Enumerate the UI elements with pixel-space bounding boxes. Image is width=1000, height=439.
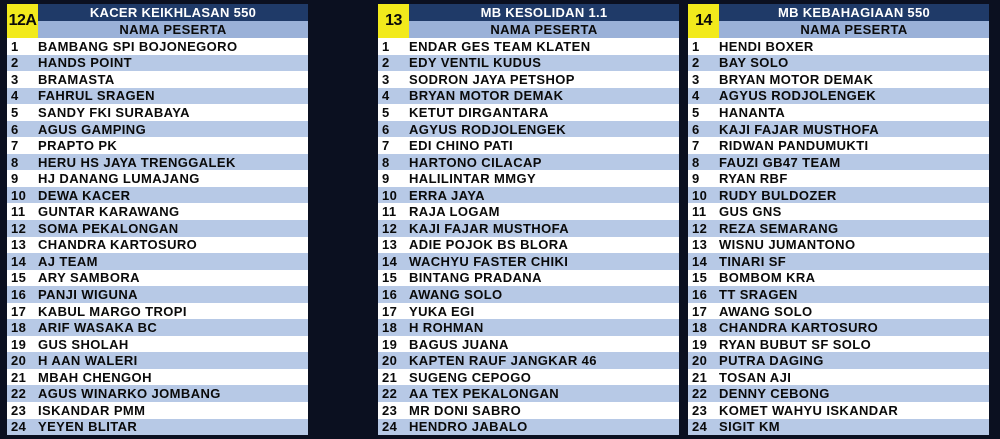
participant-number: 9 [382, 171, 390, 187]
participant-number: 20 [692, 353, 708, 369]
participant-number: 24 [11, 419, 27, 435]
participant-number: 10 [11, 187, 27, 203]
participant-row [7, 121, 308, 138]
participant-number: 9 [11, 171, 19, 187]
participant-name: RIDWAN PANDUMUKTI [719, 138, 869, 154]
panel-class-14 [688, 4, 989, 439]
participant-number: 21 [692, 369, 708, 385]
participant-number: 8 [382, 154, 390, 170]
participant-name: WACHYU FASTER CHIKI [409, 253, 569, 269]
participant-name: ISKANDAR PMM [38, 402, 146, 418]
participant-number: 4 [11, 88, 19, 104]
participant-number: 21 [11, 369, 27, 385]
class-title: MB KEBAHAGIAAN 550 [719, 4, 989, 21]
participant-row [7, 303, 308, 320]
participant-name: BAGUS JUANA [409, 336, 509, 352]
participant-number: 15 [692, 270, 708, 286]
participant-number: 12 [692, 220, 708, 236]
participant-row [7, 38, 308, 55]
participant-name: KAJI FAJAR MUSTHOFA [719, 121, 880, 137]
class-title: MB KESOLIDAN 1.1 [409, 4, 679, 21]
participant-row [688, 270, 989, 287]
participant-number: 16 [11, 286, 27, 302]
participant-number: 4 [692, 88, 700, 104]
participant-name: DENNY CEBONG [719, 386, 830, 402]
participant-row [7, 336, 308, 353]
participant-name: H ROHMAN [409, 320, 484, 336]
participant-name: SODRON JAYA PETSHOP [409, 71, 575, 87]
participant-name: ARY SAMBORA [38, 270, 140, 286]
participant-number: 1 [692, 38, 700, 54]
participant-row [378, 237, 679, 254]
participant-number: 1 [382, 38, 390, 54]
participant-row [378, 55, 679, 72]
participant-number: 22 [11, 386, 27, 402]
participant-name: ARIF WASAKA BC [38, 320, 158, 336]
column-header-nama-peserta: NAMA PESERTA [38, 21, 308, 38]
participant-name: AA TEX PEKALONGAN [409, 386, 560, 402]
participant-name: RYAN RBF [719, 171, 788, 187]
participant-name: BRAMASTA [38, 71, 115, 87]
participant-row [378, 203, 679, 220]
participant-number: 17 [11, 303, 27, 319]
class-number-badge: 13 [378, 4, 409, 38]
participant-number: 12 [11, 220, 27, 236]
participant-row [378, 303, 679, 320]
participant-row [688, 55, 989, 72]
participant-name: SUGENG CEPOGO [409, 369, 532, 385]
participant-list [688, 38, 989, 435]
participant-name: AJ TEAM [38, 253, 98, 269]
participant-number: 22 [382, 386, 398, 402]
participant-row [378, 137, 679, 154]
class-number-badge: 14 [688, 4, 719, 38]
participant-number: 24 [692, 419, 708, 435]
panel-header [7, 4, 308, 38]
participant-row [688, 336, 989, 353]
participant-row [688, 88, 989, 105]
participant-name: HERU HS JAYA TRENGGALEK [38, 154, 236, 170]
participant-name: AGYUS RODJOLENGEK [409, 121, 567, 137]
participant-number: 1 [11, 38, 19, 54]
participant-row [7, 88, 308, 105]
participant-row [378, 369, 679, 386]
participant-row [378, 336, 679, 353]
participant-number: 7 [382, 138, 390, 154]
participant-name: KAJI FAJAR MUSTHOFA [409, 220, 570, 236]
participant-name: EDY VENTIL KUDUS [409, 55, 542, 71]
participant-row [688, 203, 989, 220]
column-header-nama-peserta: NAMA PESERTA [409, 21, 679, 38]
participant-row [378, 121, 679, 138]
participant-row [688, 237, 989, 254]
participant-name: PANJI WIGUNA [38, 286, 138, 302]
participant-number: 21 [382, 369, 398, 385]
participant-name: H AAN WALERI [38, 353, 138, 369]
participant-row [378, 319, 679, 336]
participant-name: EDI CHINO PATI [409, 138, 514, 154]
panel-header [378, 4, 679, 38]
participant-name: KOMET WAHYU ISKANDAR [719, 402, 899, 418]
class-title: KACER KEIKHLASAN 550 [38, 4, 308, 21]
participant-row [378, 154, 679, 171]
participant-row [378, 253, 679, 270]
participant-number: 5 [692, 104, 700, 120]
participant-row [378, 170, 679, 187]
participant-row [378, 88, 679, 105]
participant-number: 3 [692, 71, 700, 87]
participant-row [7, 369, 308, 386]
participant-row [378, 220, 679, 237]
participant-row [688, 352, 989, 369]
participant-name: CHANDRA KARTOSURO [38, 237, 198, 253]
participant-row [7, 187, 308, 204]
participant-name: AGYUS RODJOLENGEK [719, 88, 877, 104]
participant-row [688, 369, 989, 386]
participant-row [688, 187, 989, 204]
class-number-badge: 12A [7, 4, 38, 38]
participant-number: 5 [382, 104, 390, 120]
participant-name: TINARI SF [719, 253, 787, 269]
participant-number: 23 [692, 402, 708, 418]
participant-number: 18 [382, 320, 398, 336]
participant-name: SANDY FKI SURABAYA [38, 104, 190, 120]
participant-row [378, 270, 679, 287]
participant-number: 18 [11, 320, 27, 336]
participant-row [7, 237, 308, 254]
participant-name: AWANG SOLO [719, 303, 813, 319]
participant-number: 19 [692, 336, 708, 352]
participant-list [7, 38, 308, 435]
participant-name: BRYAN MOTOR DEMAK [719, 71, 874, 87]
participant-number: 16 [382, 286, 398, 302]
participant-name: HANDS POINT [38, 55, 132, 71]
participant-number: 18 [692, 320, 708, 336]
participant-number: 7 [692, 138, 700, 154]
participant-row [688, 220, 989, 237]
participant-name: RYAN BUBUT SF SOLO [719, 336, 872, 352]
participant-number: 2 [692, 55, 700, 71]
participant-number: 13 [692, 237, 708, 253]
participant-name: FAUZI GB47 TEAM [719, 154, 841, 170]
participant-name: CHANDRA KARTOSURO [719, 320, 879, 336]
participant-row [378, 352, 679, 369]
participant-row [378, 104, 679, 121]
participant-number: 13 [382, 237, 398, 253]
participant-name: REZA SEMARANG [719, 220, 839, 236]
participant-name: SIGIT KM [719, 419, 780, 435]
participant-name: ERRA JAYA [409, 187, 485, 203]
participant-row [688, 104, 989, 121]
participant-number: 6 [11, 121, 19, 137]
participant-name: AGUS WINARKO JOMBANG [38, 386, 221, 402]
participant-row [688, 303, 989, 320]
participant-row [7, 137, 308, 154]
participant-row [688, 71, 989, 88]
participant-row [378, 38, 679, 55]
participant-name: BRYAN MOTOR DEMAK [409, 88, 564, 104]
participant-row [7, 170, 308, 187]
participant-name: HALILINTAR MMGY [409, 171, 537, 187]
participant-row [7, 319, 308, 336]
participant-row [7, 402, 308, 419]
participant-number: 11 [382, 204, 397, 220]
participant-number: 23 [11, 402, 27, 418]
participant-name: MBAH CHENGOH [38, 369, 152, 385]
participant-row [7, 203, 308, 220]
participant-name: KABUL MARGO TROPI [38, 303, 187, 319]
participant-number: 3 [382, 71, 390, 87]
participant-name: BAMBANG SPI BOJONEGORO [38, 38, 238, 54]
participant-number: 6 [692, 121, 700, 137]
participant-number: 19 [11, 336, 27, 352]
panel-class-12a [7, 4, 308, 439]
participant-row [688, 154, 989, 171]
panel-header [688, 4, 989, 38]
participant-row [7, 220, 308, 237]
participant-number: 10 [382, 187, 398, 203]
participant-row [378, 402, 679, 419]
participant-name: PUTRA DAGING [719, 353, 824, 369]
participant-row [378, 286, 679, 303]
participant-number: 16 [692, 286, 708, 302]
participant-number: 4 [382, 88, 390, 104]
participant-name: AGUS GAMPING [38, 121, 147, 137]
participant-name: ENDAR GES TEAM KLATEN [409, 38, 591, 54]
participant-number: 2 [11, 55, 19, 71]
participant-number: 17 [692, 303, 708, 319]
participant-name: BOMBOM KRA [719, 270, 816, 286]
participant-name: WISNU JUMANTONO [719, 237, 856, 253]
participant-number: 10 [692, 187, 708, 203]
participant-row [7, 71, 308, 88]
participant-name: MR DONI SABRO [409, 402, 522, 418]
participant-number: 11 [11, 204, 26, 220]
participant-row [688, 121, 989, 138]
participant-row [7, 286, 308, 303]
participant-name: SOMA PEKALONGAN [38, 220, 179, 236]
participant-row [378, 385, 679, 402]
participant-row [378, 71, 679, 88]
participant-number: 3 [11, 71, 19, 87]
participant-row [688, 319, 989, 336]
participant-number: 13 [11, 237, 27, 253]
participant-number: 24 [382, 419, 398, 435]
participant-row [688, 137, 989, 154]
participant-name: HJ DANANG LUMAJANG [38, 171, 200, 187]
participant-name: HARTONO CILACAP [409, 154, 542, 170]
participant-row [7, 419, 308, 436]
participant-row [688, 253, 989, 270]
participant-name: RAJA LOGAM [409, 204, 500, 220]
participant-number: 8 [692, 154, 700, 170]
participant-number: 2 [382, 55, 390, 71]
participant-row [7, 352, 308, 369]
participant-row [688, 38, 989, 55]
participant-row [7, 253, 308, 270]
panel-class-13 [378, 4, 679, 439]
participant-row [7, 104, 308, 121]
participant-row [378, 419, 679, 436]
participant-number: 15 [382, 270, 398, 286]
participant-number: 14 [11, 253, 27, 269]
participant-name: YUKA EGI [409, 303, 475, 319]
participant-number: 15 [11, 270, 27, 286]
participant-name: TOSAN AJI [719, 369, 792, 385]
participant-name: HENDRO JABALO [409, 419, 528, 435]
participant-name: KAPTEN RAUF JANGKAR 46 [409, 353, 597, 369]
participant-row [688, 419, 989, 436]
participant-row [688, 385, 989, 402]
participant-row [7, 154, 308, 171]
participant-list [378, 38, 679, 435]
participant-number: 14 [692, 253, 708, 269]
participant-row [378, 187, 679, 204]
participant-row [7, 385, 308, 402]
participant-name: AWANG SOLO [409, 286, 503, 302]
participant-number: 5 [11, 104, 19, 120]
participant-row [7, 270, 308, 287]
participant-number: 6 [382, 121, 390, 137]
participant-name: BINTANG PRADANA [409, 270, 542, 286]
participant-name: GUS GNS [719, 204, 782, 220]
participant-number: 12 [382, 220, 398, 236]
participant-number: 20 [382, 353, 398, 369]
participant-number: 20 [11, 353, 27, 369]
participant-name: ADIE POJOK BS BLORA [409, 237, 569, 253]
participant-name: GUNTAR KARAWANG [38, 204, 180, 220]
participant-name: GUS SHOLAH [38, 336, 129, 352]
participant-name: TT SRAGEN [719, 286, 798, 302]
participant-number: 9 [692, 171, 700, 187]
participant-name: BAY SOLO [719, 55, 789, 71]
participant-name: YEYEN BLITAR [38, 419, 138, 435]
participant-number: 19 [382, 336, 398, 352]
participant-row [688, 286, 989, 303]
participant-name: HANANTA [719, 104, 786, 120]
participant-name: HENDI BOXER [719, 38, 814, 54]
participant-number: 7 [11, 138, 19, 154]
participant-name: KETUT DIRGANTARA [409, 104, 549, 120]
participant-row [688, 170, 989, 187]
participant-number: 23 [382, 402, 398, 418]
participant-number: 22 [692, 386, 708, 402]
participant-row [7, 55, 308, 72]
participant-number: 8 [11, 154, 19, 170]
participant-number: 11 [692, 204, 707, 220]
participant-name: DEWA KACER [38, 187, 131, 203]
participant-name: RUDY BULDOZER [719, 187, 837, 203]
participant-number: 17 [382, 303, 398, 319]
participant-name: PRAPTO PK [38, 138, 118, 154]
participant-number: 14 [382, 253, 398, 269]
participant-row [688, 402, 989, 419]
column-header-nama-peserta: NAMA PESERTA [719, 21, 989, 38]
participant-name: FAHRUL SRAGEN [38, 88, 155, 104]
